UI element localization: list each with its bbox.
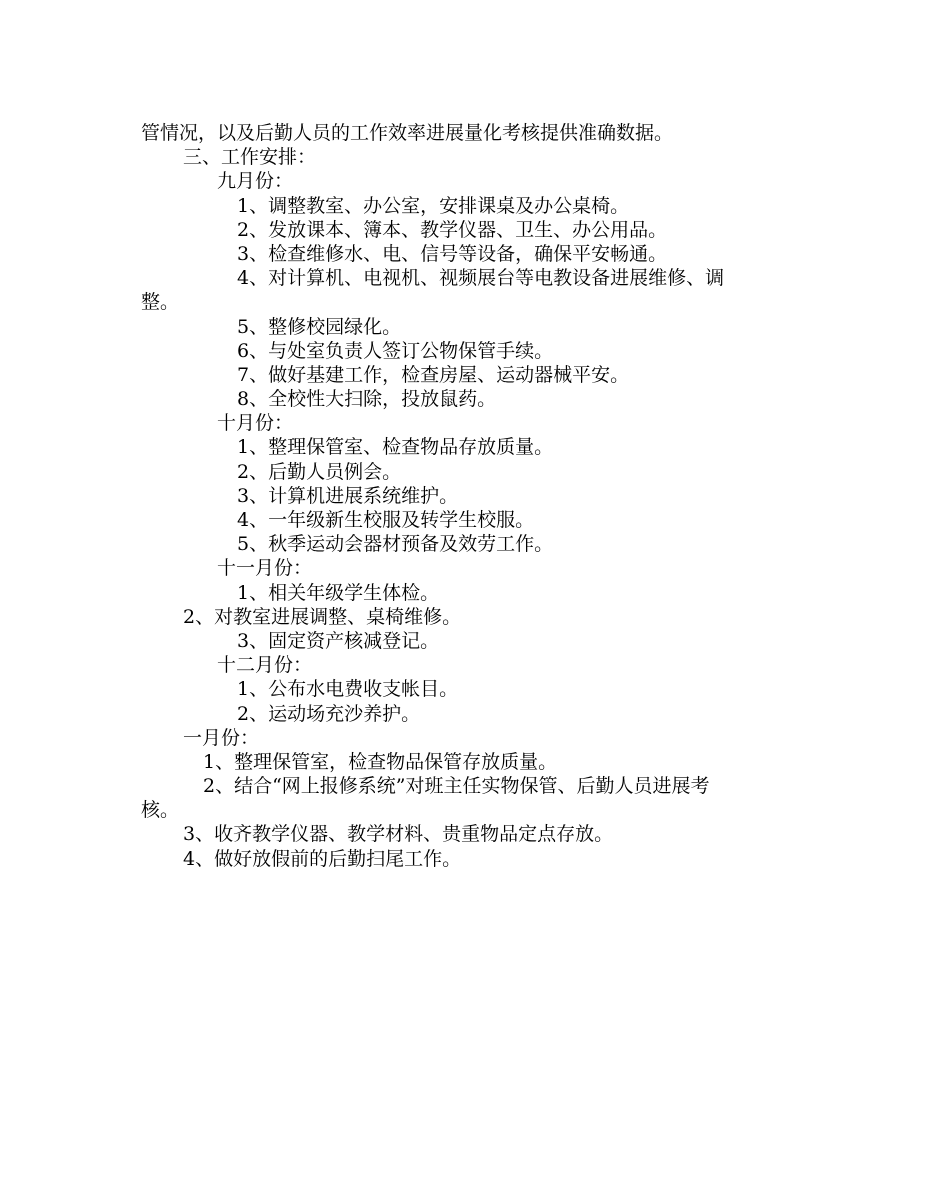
text-line: 九月份： [217, 170, 294, 193]
text-line: 十月份： [217, 412, 294, 435]
text-line: 4、做好放假前的后勤扫尾工作。 [183, 847, 462, 870]
text-line: 核。 [141, 799, 180, 822]
text-line: 2、发放课本、簿本、教学仪器、卫生、办公用品。 [237, 218, 668, 241]
text-line: 2、对教室进展调整、桌椅维修。 [183, 605, 462, 628]
text-line: 1、整理保管室、检查物品存放质量。 [237, 436, 554, 459]
text-line: 4、一年级新生校服及转学生校服。 [237, 509, 535, 531]
text-line: 2、后勤人员例会。 [237, 460, 402, 483]
text-line: 5、秋季运动会器材预备及效劳工作。 [237, 533, 554, 556]
text-line: 3、检查维修水、电、信号等设备，确保平安畅通。 [237, 242, 668, 265]
text-line: 6、与处室负责人签订公物保管手续。 [237, 339, 554, 362]
text-line: 一月份： [183, 726, 260, 749]
text-line: 1、相关年级学生体检。 [237, 581, 440, 604]
text-line: 十二月份： [217, 654, 313, 677]
document-body [141, 121, 811, 871]
text-line: 2、运动场充沙养护。 [237, 702, 421, 725]
text-line: 7、做好基建工作，检查房屋、运动器械平安。 [237, 363, 630, 386]
text-line: 2、结合“网上报修系统”对班主任实物保管、后勤人员进展考 [203, 775, 710, 798]
text-line: 3、固定资产核减登记。 [237, 629, 440, 652]
text-line: 1、调整教室、办公室，安排课桌及办公桌椅。 [237, 194, 630, 217]
text-line: 3、收齐教学仪器、教学材料、贵重物品定点存放。 [183, 823, 614, 846]
text-line: 4、对计算机、电视机、视频展台等电教设备进展维修、调 [237, 267, 725, 290]
text-line: 管情况，以及后勤人员的工作效率进展量化考核提供准确数据。 [141, 122, 674, 144]
text-line: 十一月份： [217, 557, 313, 580]
text-line: 1、公布水电费收支帐目。 [237, 678, 459, 701]
text-line: 3、计算机进展系统维护。 [237, 484, 459, 507]
text-line: 整。 [141, 291, 180, 314]
text-line: 5、整修校园绿化。 [237, 315, 402, 338]
text-line: 三、工作安排： [183, 146, 317, 169]
text-line: 8、全校性大扫除，投放鼠药。 [237, 388, 497, 411]
text-line: 1、整理保管室，检查物品保管存放质量。 [203, 750, 558, 773]
